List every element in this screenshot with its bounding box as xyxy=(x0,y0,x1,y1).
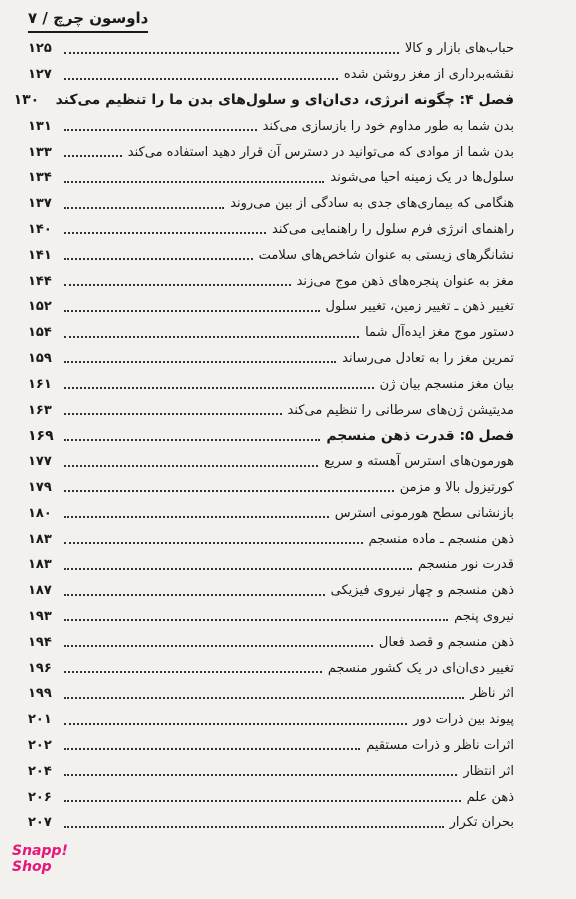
toc-entry-title: اثرات ناظر و ذرات مستقیم xyxy=(366,737,514,753)
toc-page-number: ۱۴۱ xyxy=(28,247,52,263)
toc-page-number: ۱۴۴ xyxy=(28,273,52,289)
dot-leader xyxy=(64,284,291,286)
dot-leader xyxy=(64,336,359,338)
toc-row xyxy=(28,139,514,165)
dot-leader xyxy=(64,310,320,312)
snappshop-logo xyxy=(12,843,68,889)
toc-row xyxy=(28,371,514,397)
toc-entry-title: حباب‌های بازار و کالا xyxy=(404,41,514,57)
toc-entry-title: نقشه‌برداری از مغز روشن شده xyxy=(343,67,514,83)
toc-row xyxy=(28,707,514,733)
toc-chapter-row xyxy=(28,423,514,449)
toc-page-number: ۱۶۹ xyxy=(28,427,54,444)
toc-page-number: ۱۶۳ xyxy=(28,402,52,418)
toc-row xyxy=(28,217,514,243)
toc-page-number: ۱۵۹ xyxy=(28,350,52,366)
toc-entry-title: ذهن علم xyxy=(466,789,514,805)
toc-entry-title: پیوند بین ذرات دور xyxy=(413,712,514,728)
toc-row xyxy=(28,604,514,630)
toc-row xyxy=(28,810,514,836)
toc-entry-title: ذهن منسجم ـ ماده منسجم xyxy=(368,531,514,547)
table-of-contents xyxy=(13,36,514,836)
dot-leader xyxy=(64,490,394,492)
toc-entry-title: قدرت نور منسجم xyxy=(418,557,514,573)
dot-leader xyxy=(64,52,399,54)
toc-entry-title: ذهن منسجم و چهار نیروی فیزیکی xyxy=(330,583,514,599)
toc-entry-title: بیان مغز منسجم بیان ژن xyxy=(379,376,514,392)
dot-leader xyxy=(64,671,322,673)
toc-page-number: ۱۵۴ xyxy=(28,325,52,341)
toc-row xyxy=(28,552,514,578)
toc-row xyxy=(28,733,514,759)
toc-page-number: ۲۰۷ xyxy=(28,815,52,831)
toc-entry-title: نیروی پنجم xyxy=(454,608,514,624)
dot-leader xyxy=(64,155,122,157)
dot-leader xyxy=(64,826,444,828)
toc-chapter-row xyxy=(13,88,514,114)
toc-entry-title: راهنمای انرژی فرم سلول را راهنمایی می‌کند xyxy=(272,221,514,237)
toc-entry-title: فصل ۵: قدرت ذهن منسجم xyxy=(326,427,514,444)
toc-row xyxy=(28,36,514,62)
toc-page-number: ۱۹۴ xyxy=(28,634,52,650)
toc-row xyxy=(28,397,514,423)
dot-leader xyxy=(64,232,266,234)
toc-page-number: ۲۰۴ xyxy=(28,763,52,779)
toc-page-number: ۱۸۳ xyxy=(28,531,52,547)
toc-row xyxy=(28,500,514,526)
toc-row xyxy=(28,629,514,655)
toc-page-number: ۱۲۷ xyxy=(28,67,52,83)
toc-page-number: ۱۶۱ xyxy=(28,376,52,392)
toc-page-number: ۱۹۶ xyxy=(28,660,52,676)
toc-entry-title: هنگامی که بیماری‌های جدی به سادگی از بین می‌روند xyxy=(230,196,514,212)
toc-entry-title: مدیتیشن ژن‌های سرطانی را تنظیم می‌کند xyxy=(287,402,514,418)
toc-row xyxy=(28,784,514,810)
dot-leader xyxy=(64,439,320,441)
toc-page-number: ۱۸۷ xyxy=(28,583,52,599)
toc-row xyxy=(28,346,514,372)
page-header: داوسون چرچ / ۷ xyxy=(28,8,148,33)
toc-row xyxy=(28,475,514,501)
toc-page-number: ۱۷۹ xyxy=(28,479,52,495)
toc-page-number: ۱۳۰ xyxy=(13,92,40,109)
toc-row xyxy=(28,758,514,784)
dot-leader xyxy=(64,413,282,415)
dot-leader xyxy=(64,207,224,209)
dot-leader xyxy=(64,697,464,699)
toc-row xyxy=(28,526,514,552)
logo-line-1: Snapp! xyxy=(12,843,68,859)
toc-entry-title: کورتیزول بالا و مزمن xyxy=(399,479,514,495)
toc-row xyxy=(28,165,514,191)
toc-entry-title: بحران تکرار xyxy=(449,815,514,831)
toc-page-number: ۱۳۴ xyxy=(28,170,52,186)
toc-entry-title: هورمون‌های استرس آهسته و سریع xyxy=(324,454,514,470)
toc-page-number: ۱۵۲ xyxy=(28,299,52,315)
dot-leader xyxy=(64,568,412,570)
dot-leader xyxy=(64,387,374,389)
toc-row xyxy=(28,578,514,604)
toc-row xyxy=(28,62,514,88)
dot-leader xyxy=(64,129,257,131)
dot-leader xyxy=(64,258,253,260)
toc-page-number: ۱۳۱ xyxy=(28,118,52,134)
toc-row xyxy=(28,191,514,217)
toc-entry-title: بدن شما به طور مداوم خود را بازسازی می‌کند xyxy=(262,118,514,134)
dot-leader xyxy=(64,594,325,596)
toc-entry-title: سلول‌ها در یک زمینه احیا می‌شوند xyxy=(330,170,514,186)
toc-row xyxy=(28,113,514,139)
toc-entry-title: تمرین مغز را به تعادل می‌رساند xyxy=(342,350,514,366)
toc-row xyxy=(28,242,514,268)
dot-leader xyxy=(64,361,336,363)
toc-entry-title: اثر ناظر xyxy=(470,686,514,702)
toc-row xyxy=(28,449,514,475)
toc-page-number: ۱۹۹ xyxy=(28,686,52,702)
toc-page-number: ۱۸۳ xyxy=(28,557,52,573)
toc-row xyxy=(28,294,514,320)
dot-leader xyxy=(64,465,318,467)
toc-entry-title: ذهن منسجم و قصد فعال xyxy=(378,634,514,650)
logo-line-2: Shop xyxy=(12,859,52,875)
toc-page-number: ۱۲۵ xyxy=(28,41,52,57)
toc-page-number: ۱۸۰ xyxy=(28,505,52,521)
dot-leader xyxy=(64,619,448,621)
dot-leader xyxy=(64,748,360,750)
toc-entry-title: اثر انتظار xyxy=(463,763,514,779)
dot-leader xyxy=(64,774,457,776)
toc-row xyxy=(28,655,514,681)
toc-row xyxy=(28,268,514,294)
toc-page-number: ۲۰۶ xyxy=(28,789,52,805)
toc-entry-title: تغییر ذهن ـ تغییر زمین، تغییر سلول xyxy=(325,299,514,315)
toc-page-number: ۲۰۱ xyxy=(28,712,52,728)
dot-leader xyxy=(64,181,324,183)
toc-entry-title: دستور موج مغز ایده‌آل شما xyxy=(365,325,514,341)
dot-leader xyxy=(64,645,373,647)
toc-entry-title: بازنشانی سطح هورمونی استرس xyxy=(334,505,514,521)
toc-entry-title: نشانگرهای زیستی به عنوان شاخص‌های سلامت xyxy=(258,247,514,263)
toc-entry-title: مغز به عنوان پنجره‌های ذهن موج می‌زند xyxy=(296,273,514,289)
dot-leader xyxy=(64,542,363,544)
toc-page-number: ۱۴۰ xyxy=(28,221,52,237)
dot-leader xyxy=(64,723,407,725)
toc-page-number: ۱۹۳ xyxy=(28,608,52,624)
toc-entry-title: فصل ۴: چگونه انرژی، دی‌ان‌ای و سلول‌های بدن ما را تنظیم می‌کند xyxy=(55,92,514,109)
toc-page-number: ۱۳۳ xyxy=(28,144,52,160)
dot-leader xyxy=(64,516,329,518)
toc-row xyxy=(28,320,514,346)
dot-leader xyxy=(64,800,461,802)
toc-entry-title: بدن شما از موادی که می‌توانید در دسترس آن قرار دهید استفاده می‌کند xyxy=(127,144,514,160)
toc-page-number: ۱۳۷ xyxy=(28,196,52,212)
toc-page-number: ۲۰۲ xyxy=(28,737,52,753)
toc-entry-title: تغییر دی‌ان‌ای در یک کشور منسجم xyxy=(327,660,514,676)
dot-leader xyxy=(64,78,338,80)
toc-row xyxy=(28,681,514,707)
toc-page-number: ۱۷۷ xyxy=(28,454,52,470)
